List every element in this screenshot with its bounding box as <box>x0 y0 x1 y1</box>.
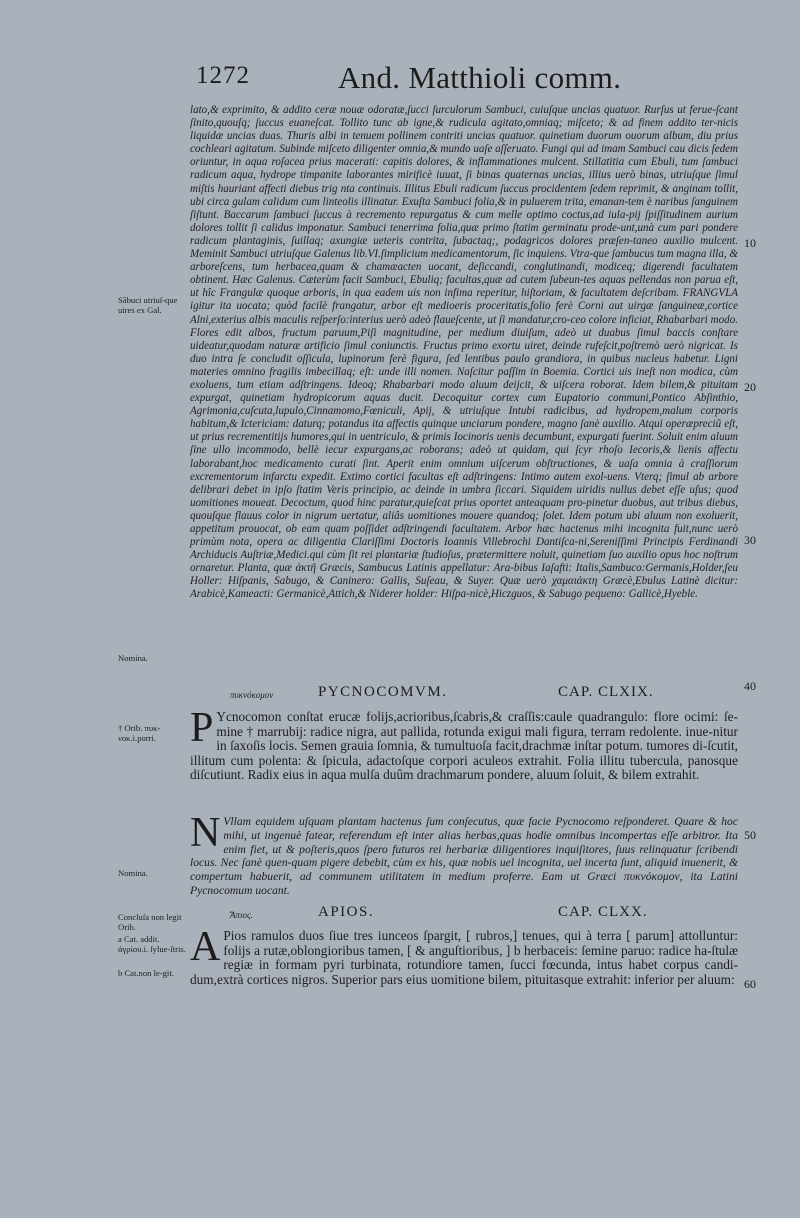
dioscorides-text-apios <box>190 924 738 987</box>
chapter-paragraph <box>190 705 738 783</box>
drop-cap: N <box>190 810 221 856</box>
line-number: 20 <box>744 380 756 394</box>
page-header <box>0 60 800 100</box>
line-number: 60 <box>744 977 756 991</box>
line-number: 40 <box>744 679 756 693</box>
chapter-body: Pios ramulos duos ſiue tres iunceos ſpargit, [ rubros,] tenues, qui à terra [ parum] attolluntur: folijs a rutæ,oblongioribus tamen, [ & anguſtioribus, ] b herbaceis: ſemine paruo: radice ha-ſtulæ regiæ in formam pyri turbinata, rotundiore tamen, ſucci fœcunda, intus habet corpus candi-dum,extrà cortices nigros. Superior pars eius uomitione bilem, pituitasque extrahit: inferior per aluum: <box>190 928 738 987</box>
chapter-title: APIOS. <box>318 904 375 920</box>
margin-note-nomina-2: Nomina. <box>118 868 148 878</box>
dioscorides-text-pycnocomum <box>190 705 738 783</box>
line-number: 10 <box>744 236 756 250</box>
line-number: 30 <box>744 533 756 547</box>
chapter-number: CAP. CLXIX. <box>558 684 654 700</box>
line-number: 50 <box>744 828 756 842</box>
running-head: And. Matthioli comm. <box>338 60 622 95</box>
margin-note-cat-non-legit: b Cat.non le-git. <box>118 968 174 978</box>
drop-cap: A <box>190 924 221 970</box>
chapter-paragraph <box>190 924 738 987</box>
commentary-text-pycnocomum <box>190 810 738 898</box>
commentary-paragraph <box>190 810 738 898</box>
commentary-paragraph: lato,& exprimito, & addito ceræ nouæ odoratæ,ſucci ſurculorum Sambuci, cuiuſque uncias quatuor. Rurſus ut ferue-ſcant ſinito,quouſq; ſuccus euaneſcat. Tollito tunc ab igne,& rudicula agitato,omniaq; miſceto; & ad finem addito ter-nicis liquidæ uncias duas. Thuris albi in tenuem pollinem contriti uncias quatuor. quinetiam duorum ouorum album, diu prius cochleari agitatum. Subinde miſceto diligenter omnia,& mundo uaſe aſſeruato. Fungi qui ad imam Sambuci cau dicis ſedem oriuntur, in aqua roſacea prius macerati: capitis dolores, & inflammationes mulcent. Stillatitia cum Ebuli, tum ſambuci radicum aqua, hydrope timpanite laborantes mirificè iuuat, ſi binas quaternas uncias, illius uerò binas, utriuſque ſimul miſtis hauriant affecti diebus trig nta continuis. Illitus Ebuli radicum ſuccus procidentem ſedem reprimit, & anginam tollit, ubi circa gulam calidum cum linteolis illinatur. Exuſta Sambuci folia,& in puluerem trita, emanan-tem è naribus ſanguinem ſiſtunt. Baccarum ſambuci ſuccus à recremento repurgatus & cum melle optimo coctus,ad iula-pij ſpiſſitudinem aurium dolores tollit ſi calidus imponatur. Sambuci tenerrima folia,quæ primo ſtatim germinatu prode-unt,unà cum pari pondere radicum plantaginis, ſuillaq; axungiæ ueteris contrita, ſubactaq;, podagricos dolores præſen-taneo auxilio mulcent. Meminit Sambuci utriuſque Galenus lib.VI.ſimplicium medicamentorum, ſic inquiens. Vtra-que ſambucus tum magna illa, & arboreſcens, tum herbacea,quam & chamæacten uocant, deſiccandi, conglutinandi, modiceq; digerendi facultatem obtinent. Hæc Galenus. Cæterùm facit Sambuci, Ebuliq; facultas,quæ ad cutem ſubeun-tes aquas pellendas non parua eſt, ut hîc Frangulæ quoque arboris, in qua eadem uis non infima reperitur, hiſtoriam, & facultatem deſcribam. FRANGVLA igitur ita uocata; quòd facilè frangatur, arbor eſt medioeris proceritatis,folio ferè Corni aut uirgæ ſanguineæ,cortice Alni,exterius albis maculis reſperſo:interius uerò adeò flaueſcente, ut ſi mandatur,cro-ceo colore inficiat, Rhabarbari modo. Flores edit albos, fructum paruum,Piſi magnitudine, per medium diuiſum, adeò ut duabus ſimul baccis conſtare uideatur,quodam naturæ artificio ſimul coniunctis. Fructus primo exortu uiret, deinde rufeſcit,poſtremò uerò nigricat. Is duo intra ſe concludit oſſicula, lupinorum ferè figura, ſed lentibus paulo grandiora, in quibus nucleus habetur. Ligni materies omnino fragilis imbecillaq; eſt: unde illi nomen. Naſcitur paſſim in Boemia. Cortici uis ineſt non modica, cùm exoluens, tum etiam adſtringens. Ideoq; Rhabarbari modo aluum deijcit, & uiſcera roborat. Idem bilem,& pituitam expurgat, quinetiam hydropicorum aquas ducit. Decoquitur cortex cum Eupatorio communi,Pontico Abſinthio, Agrimonia,cuſcuta,lupulo,Cinnamomo,Fœniculi, Apij, & utriuſque Intubi radicibus, ad hydropem,malum corporis habitum,& Ictericiam: daturq; potandus ita affectis quinque unciarum pondere, magno ſanè auxilio. Atqui operæpreciũ eſt, ut prius recrementitijs humores,qui in uentriculo, & primis Iocinoris uenis decumbunt, expurgati fuerint. Soluit enim aluum ſine ullo incommodo, bellè iecur expurgans,ac roborans; adeò ut quidam, qui ſcyr rhoſo Iecoris,& lienis affectu laborabant,hoc medicamento curati ſint. Aperit enim omnium uiſcerum obſtructiones, & uaſa omnia à craſſiorum excrementorum infarctu expedit. Extimo cortici facultas eſt adſtringens: Intimo autem exol-uens. Vterq; ſimul ab arbore delibrari debet in ipſo ſtatim Veris principio, ac deinde in umbra ſiccari. Siquidem uiridis nullus debet eſſe uſus; quod uomitiones moueat. Decoctum, quod hinc paratur,quieſcat prius oportet anteaquam pro-pinetur duobus, aut tribus diebus, quouſque flauus color in nigrum uertatur, aliâs uomitiones mouere quandoq; ſolet. Idem potum ubi aluum non exoluerit, appetitum prouocat, ob eam quam poſſidet adſtringendi facultatem. Arbor hæc hactenus mihi incognita fuit,nunc uerò primùm nota, opera ac diligentia Clariſſimi Doctoris Ioannis Villebrochi Dantiſca-ni,Sereniſſimi Principis Ferdinandi Archiducis Auſtriæ,Medici.qui cùm ſit rei plantariæ ſtudioſus, prætermittere noluit, quinetiam ſuo auxilio opus hoc noſtrum ornaretur. Planta, quæ ἀκτῆ Græcis, Sambucus Latinis appellatur: Ara-bibus Iaſafti: Italis,Sambuco:Germanis,Holder,ſeu Holler: Hiſpanis, Sabugo, & Caninero: Gallis, Suſeau, & Suyer. Quæ uerò χαμαιάκτη Græcè,Ebulus Latinè dicitur: Arabicè,Kameacti: Germanicè,Attich,& Niderer holder: Hiſpa-nicè,Hiczguos, & Sabugo pequeno: Gallicè,Hyeble. <box>190 104 738 601</box>
margin-note-sambuci: Sãbuci utriuſ-que uires ex Gal. <box>118 295 178 316</box>
chapter-body: Ycnocomon conſtat erucæ folijs,acrioribus,ſcabris,& craſſis:caule quadrangulo: flore ocimi: ſe-mine † marrubij: radice nigra, aut pallida, rotunda exigui mali figura, terram redolente. inue-nitur in ſaxoſis locis. Semen grauia ſomnia, & tumultuoſa facit,drachmæ inſtar potum. tumores di-ſcutit, illitum cum polenta: & ſpicula, adactoſque corpori aculeos extrahit. Folia illitu tubercula, panosque diſcutiunt. Radix eius in aqua mulſa duûm drachmarum pondere, aluum ſoluit, & bilem extrahit. <box>190 709 738 783</box>
chapter-title: PYCNOCOMVM. <box>318 684 448 700</box>
commentary-text-upper <box>190 104 738 602</box>
margin-note-conclusa: Concluſa non legit Orib. <box>118 912 182 933</box>
chapter-greek-name: Ἄπιος. <box>230 910 253 920</box>
chapter-heading-pycnocomum <box>190 684 738 704</box>
chapter-number: CAP. CLXX. <box>558 904 648 920</box>
chapter-greek-name: πυκνόκομον <box>230 690 274 700</box>
chapter-heading-apios <box>190 904 738 924</box>
margin-note-oribasius: † Orib. πυκ-νοκ.i.porri. <box>118 723 161 744</box>
margin-note-nomina: Nomina. <box>118 653 148 663</box>
commentary-body: Vllam equidem uſquam plantam hactenus ſum conſecutus, quæ facie Pycnocomo reſponderet. Quare & hoc mihi, ut ingenuè fatear, referendum eſt inter alias herbas,quas hodie omnibus incompertas eſſe arbitror. Ita enim fiet, ut & poſteris,quos ſpero futuros rei herbariæ diligentiores inquiſitores, ſuus relinquatur ſcribendi locus. Nec ſanè quen-quam pigere debebit, cùm ex his, quæ nobis uel incognita, uel incerta ſunt, aliquid inuenerit, & compertum habuerit, ad communem utilitatem in medium proferre. Eam ut Græci πυκνόκομον, ita Latini Pycnocomum uocant. <box>190 815 738 897</box>
drop-cap: P <box>190 705 214 751</box>
margin-note-cat-addit: a Cat. addit. ἀγρίου.i. ſylue-ſtris. <box>118 934 186 955</box>
page-number: 1272 <box>196 62 250 89</box>
